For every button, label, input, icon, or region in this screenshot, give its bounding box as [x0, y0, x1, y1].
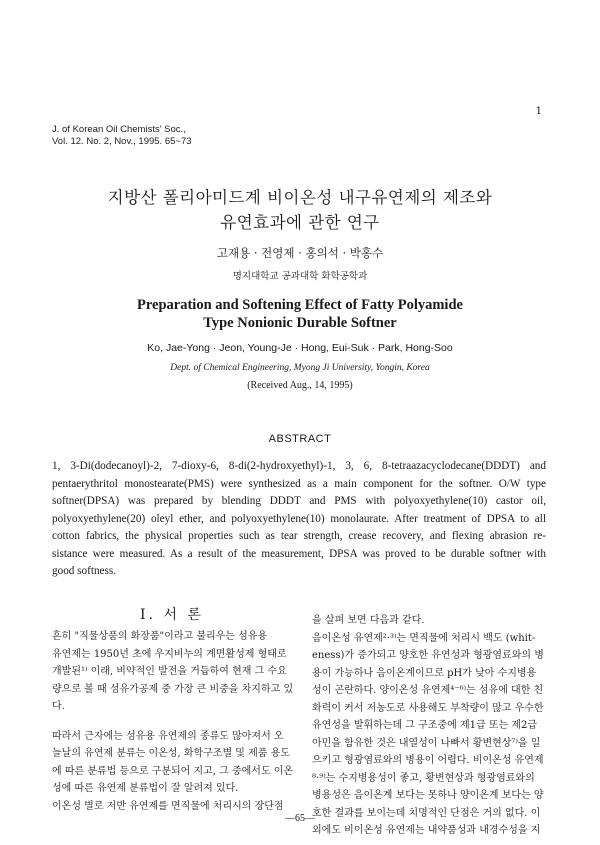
- body-line: 외에도 비이온성 유연제는 내약품성과 내경수성을 지: [312, 825, 541, 836]
- body-line: 병용성은 음이온계 보다는 못하나 양이온계 보다는 양: [312, 790, 544, 801]
- abstract-line: good softness.: [52, 565, 117, 577]
- body-line: 용이 가능하나 음이온계이므로 pH가 낮아 수지병용: [312, 667, 537, 679]
- body-line: 성에 따른 유연제 분류법이 잘 알려져 있다.: [52, 783, 239, 794]
- left-column: [52, 628, 297, 815]
- body-line: 량으로 볼 때 섬유가공제 중 가장 큰 비중을 차지하고 있: [52, 683, 294, 695]
- journal-line-2: Vol. 12. No. 2, Nov., 1995. 65~73: [52, 136, 192, 147]
- korean-affiliation: 명지대학교 공과대학 화학공학과: [232, 271, 368, 282]
- abstract-body: [52, 458, 546, 581]
- page-footer-number: —65—: [285, 813, 315, 824]
- body-line: 을 살펴 보면 다음과 같다.: [312, 615, 425, 626]
- abstract-line: polyoxyethylene(20) oleyl ether, and polyoxyethylene(10) monolaurate. After treatment of DPSA to all: [52, 512, 546, 525]
- body-line: 따라서 근자에는 섬유용 유연제의 종류도 많아져서 오: [52, 730, 284, 742]
- english-title-line-2: Type Nonionic Durable Softner: [203, 315, 397, 331]
- abstract-line: softner(DPSA) was prepared by blending DDDT and PMS with polyoxyethylene(10) castor oil,: [52, 495, 546, 507]
- korean-title-line-1: 지방산 폴리아미드계 비이온성 내구유연제의 제조와: [107, 188, 493, 207]
- abstract-line: pentaerythritol monostearate(PMS) were synthesized as a main component for the softner. O/W type: [52, 477, 546, 490]
- english-title: [0, 296, 600, 332]
- body-line: 아민을 함유한 것은 내열성이 나빠서 황변현상⁷⁾을 일: [312, 737, 541, 749]
- korean-title-line-2: 유연효과에 관한 연구: [220, 213, 380, 232]
- body-line: 호한 결과를 보이는데 치명적인 단점은 거의 없다. 이: [312, 807, 541, 819]
- body-line: 에 따른 분류법 등으로 구분되어 지고, 그 중에서도 이온: [52, 765, 294, 777]
- abstract-line: sistance were measured. As a result of the measurement, DPSA was proved to be durable softner with: [52, 547, 546, 560]
- body-line: 늘날의 유연제 분류는 이온성, 화학구조별 및 제품 용도: [52, 748, 290, 759]
- body-line: ⁸·⁹⁾는 수지병용성이 좋고, 황변현상과 형광염료와의: [312, 772, 535, 784]
- page-number: 1: [535, 106, 542, 117]
- english-affiliation: Dept. of Chemical Engineering, Myong Ji University, Yongin, Korea: [170, 363, 430, 373]
- journal-line-1: J. of Korean Oil Chemists' Soc.,: [52, 124, 186, 135]
- english-title-line-1: Preparation and Softening Effect of Fatty Polyamide: [137, 297, 463, 313]
- body-line: 유연제는 1950년 초에 우지비누의 계면활성제 형태로: [52, 648, 287, 660]
- body-line: 개발된¹⁾ 이래, 비약적인 발전을 거듭하여 현재 그 수요: [52, 666, 287, 677]
- korean-authors: 고재용 · 전영제 · 홍의석 · 박홍수: [216, 246, 384, 260]
- body-line: 음이온성 유연제²·³⁾는 면직물에 처리시 백도 (whit-: [312, 632, 536, 644]
- abstract-heading: ABSTRACT: [268, 433, 332, 445]
- body-line: 흔히 "직물상품의 화장품"이라고 불리우는 섬유용: [52, 631, 268, 642]
- body-line: 성이 곤란하다. 양이온성 유연제⁴⁻⁶⁾는 섬유에 대한 친: [312, 685, 544, 696]
- body-line: 이온성 별로 저반 유연제를 면직물에 처리시의 장단점: [52, 800, 284, 812]
- body-line: 화력이 커서 저농도로 사용해도 부착량이 많고 우수한: [312, 702, 544, 714]
- journal-citation: [52, 124, 192, 148]
- abstract-line: 1, 3-Di(dodecanoyl)-2, 7-dioxy-6, 8-di(2-hydroxyethyl)-1, 3, 6, 8-tetraazacyclodecane(DDDT) and: [52, 460, 546, 472]
- right-column: [312, 612, 550, 840]
- english-authors: Ko, Jae-Yong · Jeon, Young-Je · Hong, Eui-Suk · Park, Hong-Soo: [147, 342, 453, 354]
- section-heading-introduction: I. 서 론: [140, 607, 204, 623]
- body-line: 으키고 형광염료와의 병용이 어렵다. 비이온성 유연제: [312, 755, 544, 766]
- abstract-line: cotton fabrics, the physical properties such as tear strength, crease recovery, and flexing abrasion re-: [52, 530, 546, 542]
- korean-title: [0, 185, 600, 235]
- body-line: 다.: [52, 701, 65, 712]
- body-line: eness)가 증가되고 양호한 유연성과 형광염료와의 병: [312, 650, 544, 661]
- body-line: 유연성을 발휘하는데 그 구조중에 제1급 또는 제2급: [312, 720, 537, 731]
- received-date: (Received Aug., 14, 1995): [247, 380, 353, 391]
